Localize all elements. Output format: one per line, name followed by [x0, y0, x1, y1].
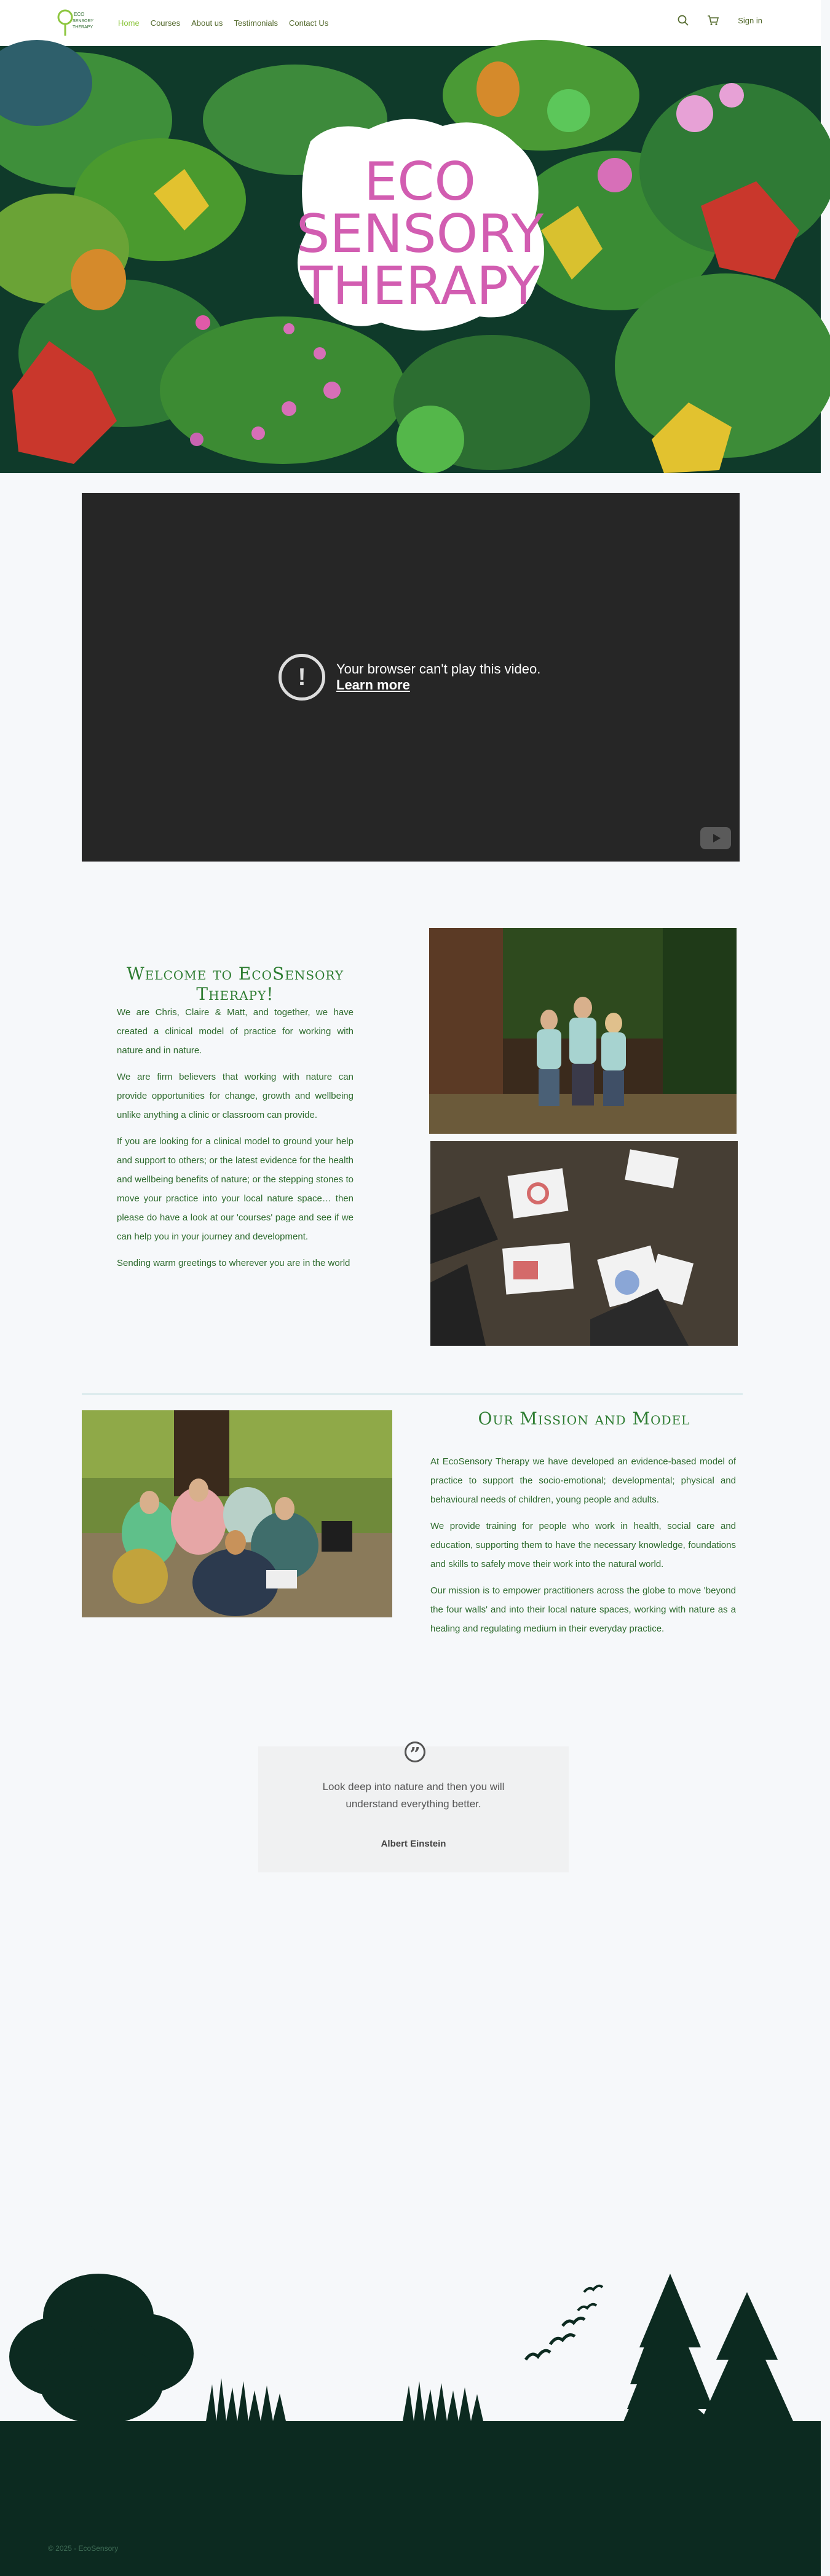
- nav-courses[interactable]: Courses: [150, 18, 181, 28]
- svg-text:THERAPY: THERAPY: [73, 25, 93, 29]
- mission-title: Our Mission and Model: [478, 1408, 690, 1429]
- logo[interactable]: [57, 7, 94, 38]
- welcome-paragraph: We are firm believers that working with nature can provide opportunities for change, growth and wellbeing unlike anything a clinic or classroom can provide.: [117, 1072, 354, 1120]
- alert-icon: !: [279, 654, 325, 701]
- welcome-paragraph: We are Chris, Claire & Matt, and together, we have created a clinical model of practice for working with nature and in nature.: [117, 1007, 354, 1056]
- hero-illustration: [0, 46, 821, 473]
- search-icon[interactable]: [678, 15, 689, 26]
- sign-in-link[interactable]: Sign in: [738, 15, 762, 25]
- welcome-title: Welcome to EcoSensory Therapy!: [126, 964, 344, 1004]
- hero-banner: [0, 46, 821, 473]
- main-menu: [118, 18, 328, 28]
- quote-author: Albert Einstein: [381, 1839, 446, 1849]
- svg-text:SENSORY: SENSORY: [296, 203, 544, 265]
- video-error-message: [279, 654, 540, 701]
- mission-paragraph: We provide training for people who work in health, social care and education, supporting them to have the necessary knowledge, foundations and skills to safely move their work into the natural world.: [430, 1521, 736, 1569]
- welcome-paragraph: If you are looking for a clinical model to ground your help and support to others; or the latest evidence for the health and wellbeing benefits of nature; or the stepping stones to move your practice into your local nature space… then please do have a look at our 'courses' page and see if we can help you in your journey and development.: [117, 1136, 354, 1242]
- team-photo: [429, 928, 737, 1134]
- youtube-icon[interactable]: [700, 827, 731, 849]
- cart-icon[interactable]: [707, 15, 719, 26]
- nav-contact-us[interactable]: Contact Us: [288, 18, 329, 28]
- svg-text:ECO: ECO: [363, 151, 476, 213]
- quote-icon: ”: [405, 1742, 425, 1762]
- group-photo: [82, 1410, 392, 1617]
- quote-text: Look deep into nature and then you will understand everything better.: [322, 1781, 505, 1810]
- workshop-photo: [430, 1141, 738, 1346]
- nav-actions: [678, 15, 762, 26]
- svg-text:ECO: ECO: [74, 12, 85, 17]
- video-error-text: Your browser can't play this video.: [336, 661, 541, 677]
- welcome-text: [117, 1003, 354, 1280]
- video-player[interactable]: [82, 493, 740, 862]
- testimonial-quote: [258, 1746, 569, 1872]
- nav-about-us[interactable]: About us: [191, 18, 223, 28]
- copyright-text: © 2025 - EcoSensory: [48, 2544, 119, 2553]
- welcome-paragraph: Sending warm greetings to wherever you are in the world: [117, 1258, 350, 1268]
- mission-paragraph: At EcoSensory Therapy we have developed an evidence-based model of practice to support the socio-emotional; developmental; physical and behavioural needs of children, young people and adults.: [430, 1456, 736, 1505]
- mission-text: [430, 1452, 736, 1646]
- nav-testimonials[interactable]: Testimonials: [234, 18, 278, 28]
- top-nav: [0, 0, 821, 46]
- learn-more-link[interactable]: Learn more: [336, 677, 410, 693]
- svg-text:SENSORY: SENSORY: [73, 19, 94, 23]
- nav-home[interactable]: Home: [118, 18, 140, 28]
- footer: [0, 2424, 821, 2576]
- svg-text:THERAPY: THERAPY: [300, 256, 540, 317]
- mission-paragraph: Our mission is to empower practitioners across the globe to move 'beyond the four walls' and into their local nature spaces, working with nature as a healing and regulating medium in their everyday practice.: [430, 1585, 736, 1634]
